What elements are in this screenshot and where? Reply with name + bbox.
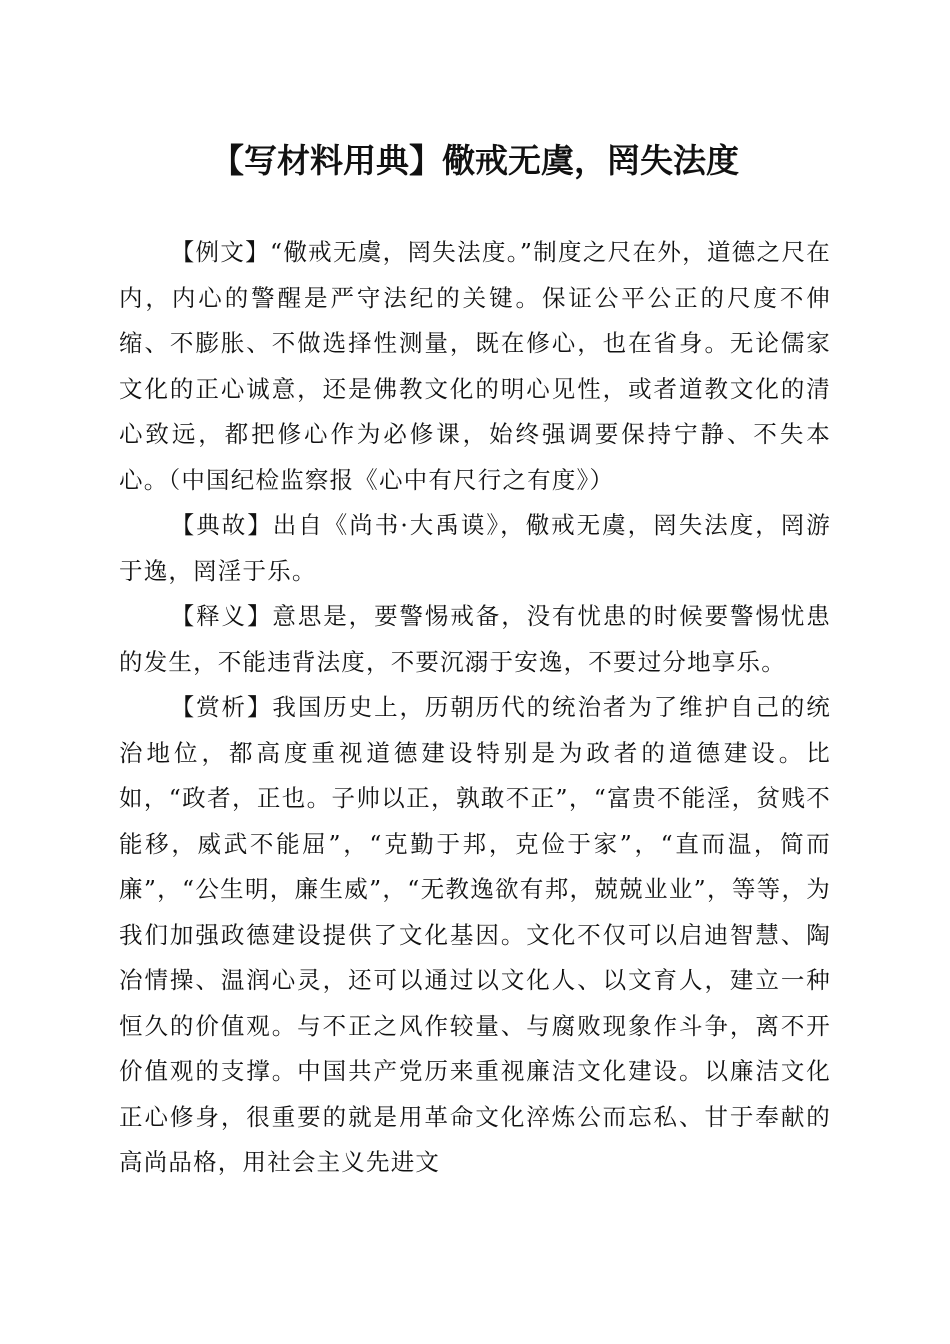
document-title: 【写材料用典】儆戒无虞，罔失法度 — [211, 141, 739, 180]
paragraph-text: 出自《尚书·大禹谟》，儆戒无虞，罔失法度，罔游于逸，罔淫于乐。 — [119, 511, 831, 585]
paragraph-text: 我国历史上，历朝历代的统治者为了维护自己的统治地位，都高度重视道德建设特别是为政者的道德建设。比如，“政者，正也。子帅以正，孰敢不正”，“富贵不能淫，贫贱不能移，威武不能屈”，“克勤于邦，克俭于家”，“直而温，简而廉”，“公生明，廉生威”，“无教逸欲有邦，兢兢业业”，等等，为我们加强政德建设提供了文化基因。文化不仅可以启迪智慧、陶冶情操、温润心灵，还可以通过以文化人、以文育人，建立一种恒久的价值观。与不正之风作较量、与腐败现象作斗争，离不开价值观的支撑。中国共产党历来重视廉洁文化建设。以廉洁文化正心修身，很重要的就是用革命文化淬炼公而忘私、甘于奉献的高尚品格，用社会主义先进文 — [119, 693, 831, 1176]
paragraph-tag: 【赏析】 — [170, 693, 273, 721]
document-body — [119, 230, 831, 1186]
paragraph-text: “儆戒无虞，罔失法度。”制度之尺在外，道德之尺在内，内心的警醒是严守法纪的关键。保证公平公正的尺度不伸缩、不膨胀、不做选择性测量，既在修心，也在省身。无论儒家文化的正心诚意，还是佛教文化的明心见性，或者道教文化的清心致远，都把修心作为必修课，始终强调要保持宁静、不失本心。（中国纪检监察报《心中有尺行之有度》） — [119, 238, 831, 494]
paragraph-tag: 【例文】 — [170, 238, 270, 266]
paragraph-appreciation — [119, 685, 831, 1186]
paragraph-tag: 【释义】 — [170, 602, 273, 630]
paragraph-example — [119, 230, 831, 503]
paragraph-allusion — [119, 503, 831, 594]
paragraph-tag: 【典故】 — [170, 511, 273, 539]
paragraph-text: 意思是，要警惕戒备，没有忧患的时候要警惕忧患的发生，不能违背法度，不要沉溺于安逸，不要过分地享乐。 — [119, 602, 831, 676]
paragraph-meaning — [119, 594, 831, 685]
